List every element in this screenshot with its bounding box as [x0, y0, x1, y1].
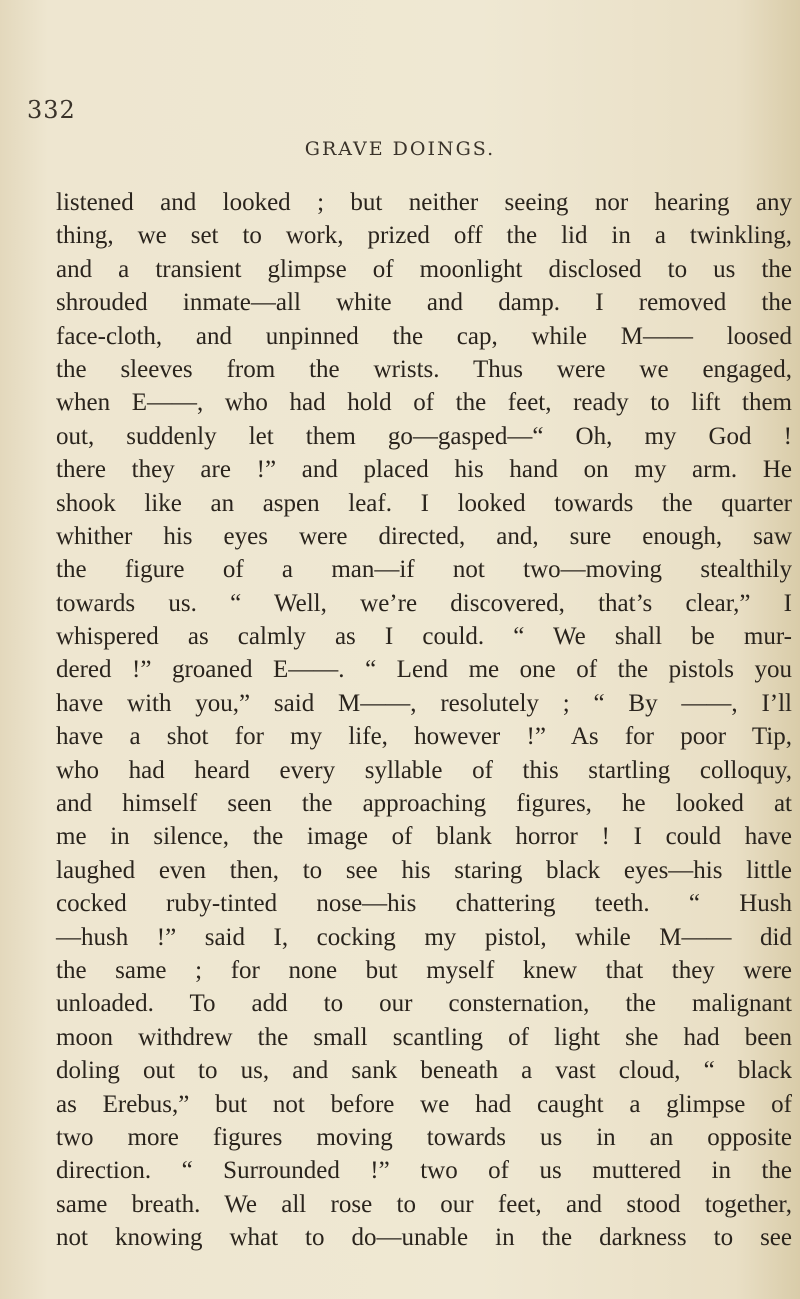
text-line: have a shot for my life, however !” As for poor Tip, [56, 723, 792, 751]
text-line: cocked ruby-tinted nose—his chattering teeth. “ Hush [56, 890, 792, 918]
text-line: dered !” groaned E——. “ Lend me one of the pistols you [56, 656, 792, 684]
text-line: whispered as calmly as I could. “ We shall be mur- [56, 623, 792, 651]
text-line: listened and looked ; but neither seeing nor hearing any [56, 189, 792, 216]
text-line: the same ; for none but myself knew that they were [56, 956, 792, 984]
text-line: there they are !” and placed his hand on my arm. He [56, 456, 792, 484]
text-line: when E——, who had hold of the feet, ready to lift them [56, 389, 792, 417]
text-line: shrouded inmate—all white and damp. I removed the [56, 289, 792, 317]
text-line: doling out to us, and sank beneath a vast cloud, “ black [56, 1057, 792, 1085]
text-line: shook like an aspen leaf. I looked towards the quarter [56, 489, 792, 517]
text-line: unloaded. To add to our consternation, the malignant [56, 990, 792, 1018]
text-line: and himself seen the approaching figures, he looked at [56, 790, 792, 818]
text-line: whither his eyes were directed, and, sure enough, saw [56, 522, 792, 550]
text-line: the sleeves from the wrists. Thus were we engaged, [56, 355, 792, 383]
text-line: —hush !” said I, cocking my pistol, while M—— did [56, 923, 792, 951]
text-line: have with you,” said M——, resolutely ; “ By ——, I’ll [56, 689, 792, 717]
text-line: the figure of a man—if not two—moving stealthily [56, 556, 792, 584]
text-line: as Erebus,” but not before we had caught a glimpse of [56, 1090, 792, 1118]
text-line: who had heard every syllable of this startling colloquy, [56, 756, 792, 784]
text-line: thing, we set to work, prized off the lid in a twinkling, [56, 222, 792, 250]
text-line: out, suddenly let them go—gasped—“ Oh, my God ! [56, 422, 792, 450]
text-line: same breath. We all rose to our feet, and stood together, [56, 1190, 792, 1218]
text-line: moon withdrew the small scantling of light she had been [56, 1023, 792, 1051]
text-line: not knowing what to do—unable in the darkness to see [56, 1224, 792, 1252]
page-number: 332 [27, 96, 76, 124]
text-line: direction. “ Surrounded !” two of us muttered in the [56, 1157, 792, 1185]
running-head: GRAVE DOINGS. [304, 138, 496, 160]
body-text [56, 186, 792, 1255]
text-line: towards us. “ Well, we’re discovered, that’s clear,” I [56, 589, 792, 617]
text-line: face-cloth, and unpinned the cap, while M—— loosed [56, 322, 792, 350]
text-line: and a transient glimpse of moonlight disclosed to us the [56, 255, 792, 283]
text-line: me in silence, the image of blank horror ! I could have [56, 823, 792, 851]
text-line: laughed even then, to see his staring black eyes—his little [56, 856, 792, 884]
text-line: two more figures moving towards us in an opposite [56, 1123, 792, 1151]
